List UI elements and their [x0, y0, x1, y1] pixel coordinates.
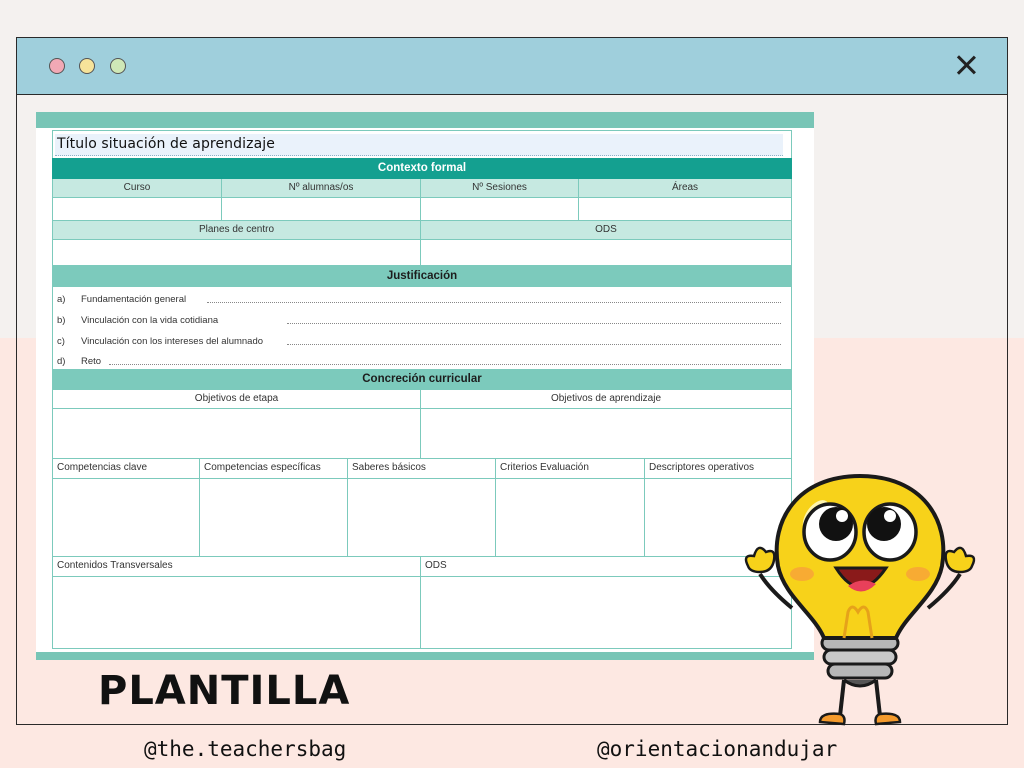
item-letter: d): [57, 356, 66, 367]
template-document: [36, 112, 814, 660]
section-concrecion-curricular: Concreción curricular: [52, 369, 792, 390]
justificacion-item-c[interactable]: [57, 331, 781, 347]
objetivos-aprendizaje-field[interactable]: [421, 409, 792, 459]
item-label: Vinculación con los intereses del alumnado: [81, 336, 264, 347]
criterios-evaluacion-field[interactable]: [496, 479, 645, 557]
header-criterios-evaluacion: Criterios Evaluación: [496, 459, 645, 479]
competencias-header-row: [52, 459, 792, 479]
item-label: Fundamentación general: [81, 294, 187, 305]
justificacion-item-a[interactable]: [57, 289, 781, 305]
contexto-header-row: [52, 179, 792, 198]
contenidos-value-row: [52, 577, 792, 649]
minimize-dot-icon[interactable]: [79, 58, 95, 74]
header-curso: Curso: [53, 179, 222, 198]
sesiones-field[interactable]: [421, 198, 579, 221]
competencias-value-row: [52, 479, 792, 557]
header-ods: ODS: [421, 221, 792, 240]
dotted-line: [207, 302, 781, 303]
close-dot-icon[interactable]: [49, 58, 65, 74]
saberes-basicos-field[interactable]: [348, 479, 496, 557]
ods-concrecion-field[interactable]: [421, 577, 792, 649]
header-competencias-especificas: Competencias específicas: [200, 459, 348, 479]
header-saberes-basicos: Saberes básicos: [348, 459, 496, 479]
competencias-clave-field[interactable]: [53, 479, 200, 557]
maximize-dot-icon[interactable]: [110, 58, 126, 74]
title-row: [52, 130, 792, 158]
learning-situation-form: [52, 130, 792, 649]
objetivos-header-row: [52, 390, 792, 409]
justificacion-list: [52, 287, 792, 369]
ods-field[interactable]: [421, 240, 792, 266]
dotted-line: [109, 364, 781, 365]
planes-value-row: [52, 240, 792, 266]
dotted-line: [287, 344, 781, 345]
section-justificacion: Justificación: [52, 266, 792, 287]
item-letter: a): [57, 294, 66, 305]
planes-centro-field[interactable]: [53, 240, 421, 266]
title-bar: [17, 38, 1007, 95]
form-title: Título situación de aprendizaje: [57, 136, 275, 152]
justificacion-item-d[interactable]: [57, 351, 781, 367]
dotted-line: [287, 323, 781, 324]
header-sesiones: Nº Sesiones: [421, 179, 579, 198]
alumnos-field[interactable]: [222, 198, 421, 221]
curso-field[interactable]: [53, 198, 222, 221]
section-contexto-formal: Contexto formal: [52, 158, 792, 179]
instagram-handle-teachersbag: @the.teachersbag: [144, 737, 347, 761]
header-alumnos: Nº alumnas/os: [222, 179, 421, 198]
header-objetivos-aprendizaje: Objetivos de aprendizaje: [421, 390, 792, 409]
lightbulb-mascot-icon: [740, 470, 980, 732]
item-label: Reto: [81, 356, 102, 367]
header-contenidos-transversales: Contenidos Transversales: [53, 557, 421, 577]
objetivos-value-row: [52, 409, 792, 459]
header-descriptores-operativos: Descriptores operativos: [645, 459, 792, 479]
header-objetivos-etapa: Objetivos de etapa: [53, 390, 421, 409]
planes-header-row: [52, 221, 792, 240]
item-label: Vinculación con la vida cotidiana: [81, 315, 219, 326]
contenidos-header-row: [52, 557, 792, 577]
close-icon[interactable]: [953, 52, 979, 78]
header-areas: Áreas: [579, 179, 792, 198]
objetivos-etapa-field[interactable]: [53, 409, 421, 459]
contenidos-transversales-field[interactable]: [53, 577, 421, 649]
item-letter: b): [57, 315, 66, 326]
plantilla-caption: PLANTILLA: [98, 668, 351, 714]
contexto-value-row: [52, 198, 792, 221]
competencias-especificas-field[interactable]: [200, 479, 348, 557]
areas-field[interactable]: [579, 198, 792, 221]
instagram-handle-orientacion: @orientacionandujar: [597, 737, 838, 761]
header-ods-concrecion: ODS: [421, 557, 792, 577]
header-planes-centro: Planes de centro: [53, 221, 421, 240]
item-letter: c): [57, 336, 65, 347]
header-competencias-clave: Competencias clave: [53, 459, 200, 479]
justificacion-item-b[interactable]: [57, 310, 781, 326]
